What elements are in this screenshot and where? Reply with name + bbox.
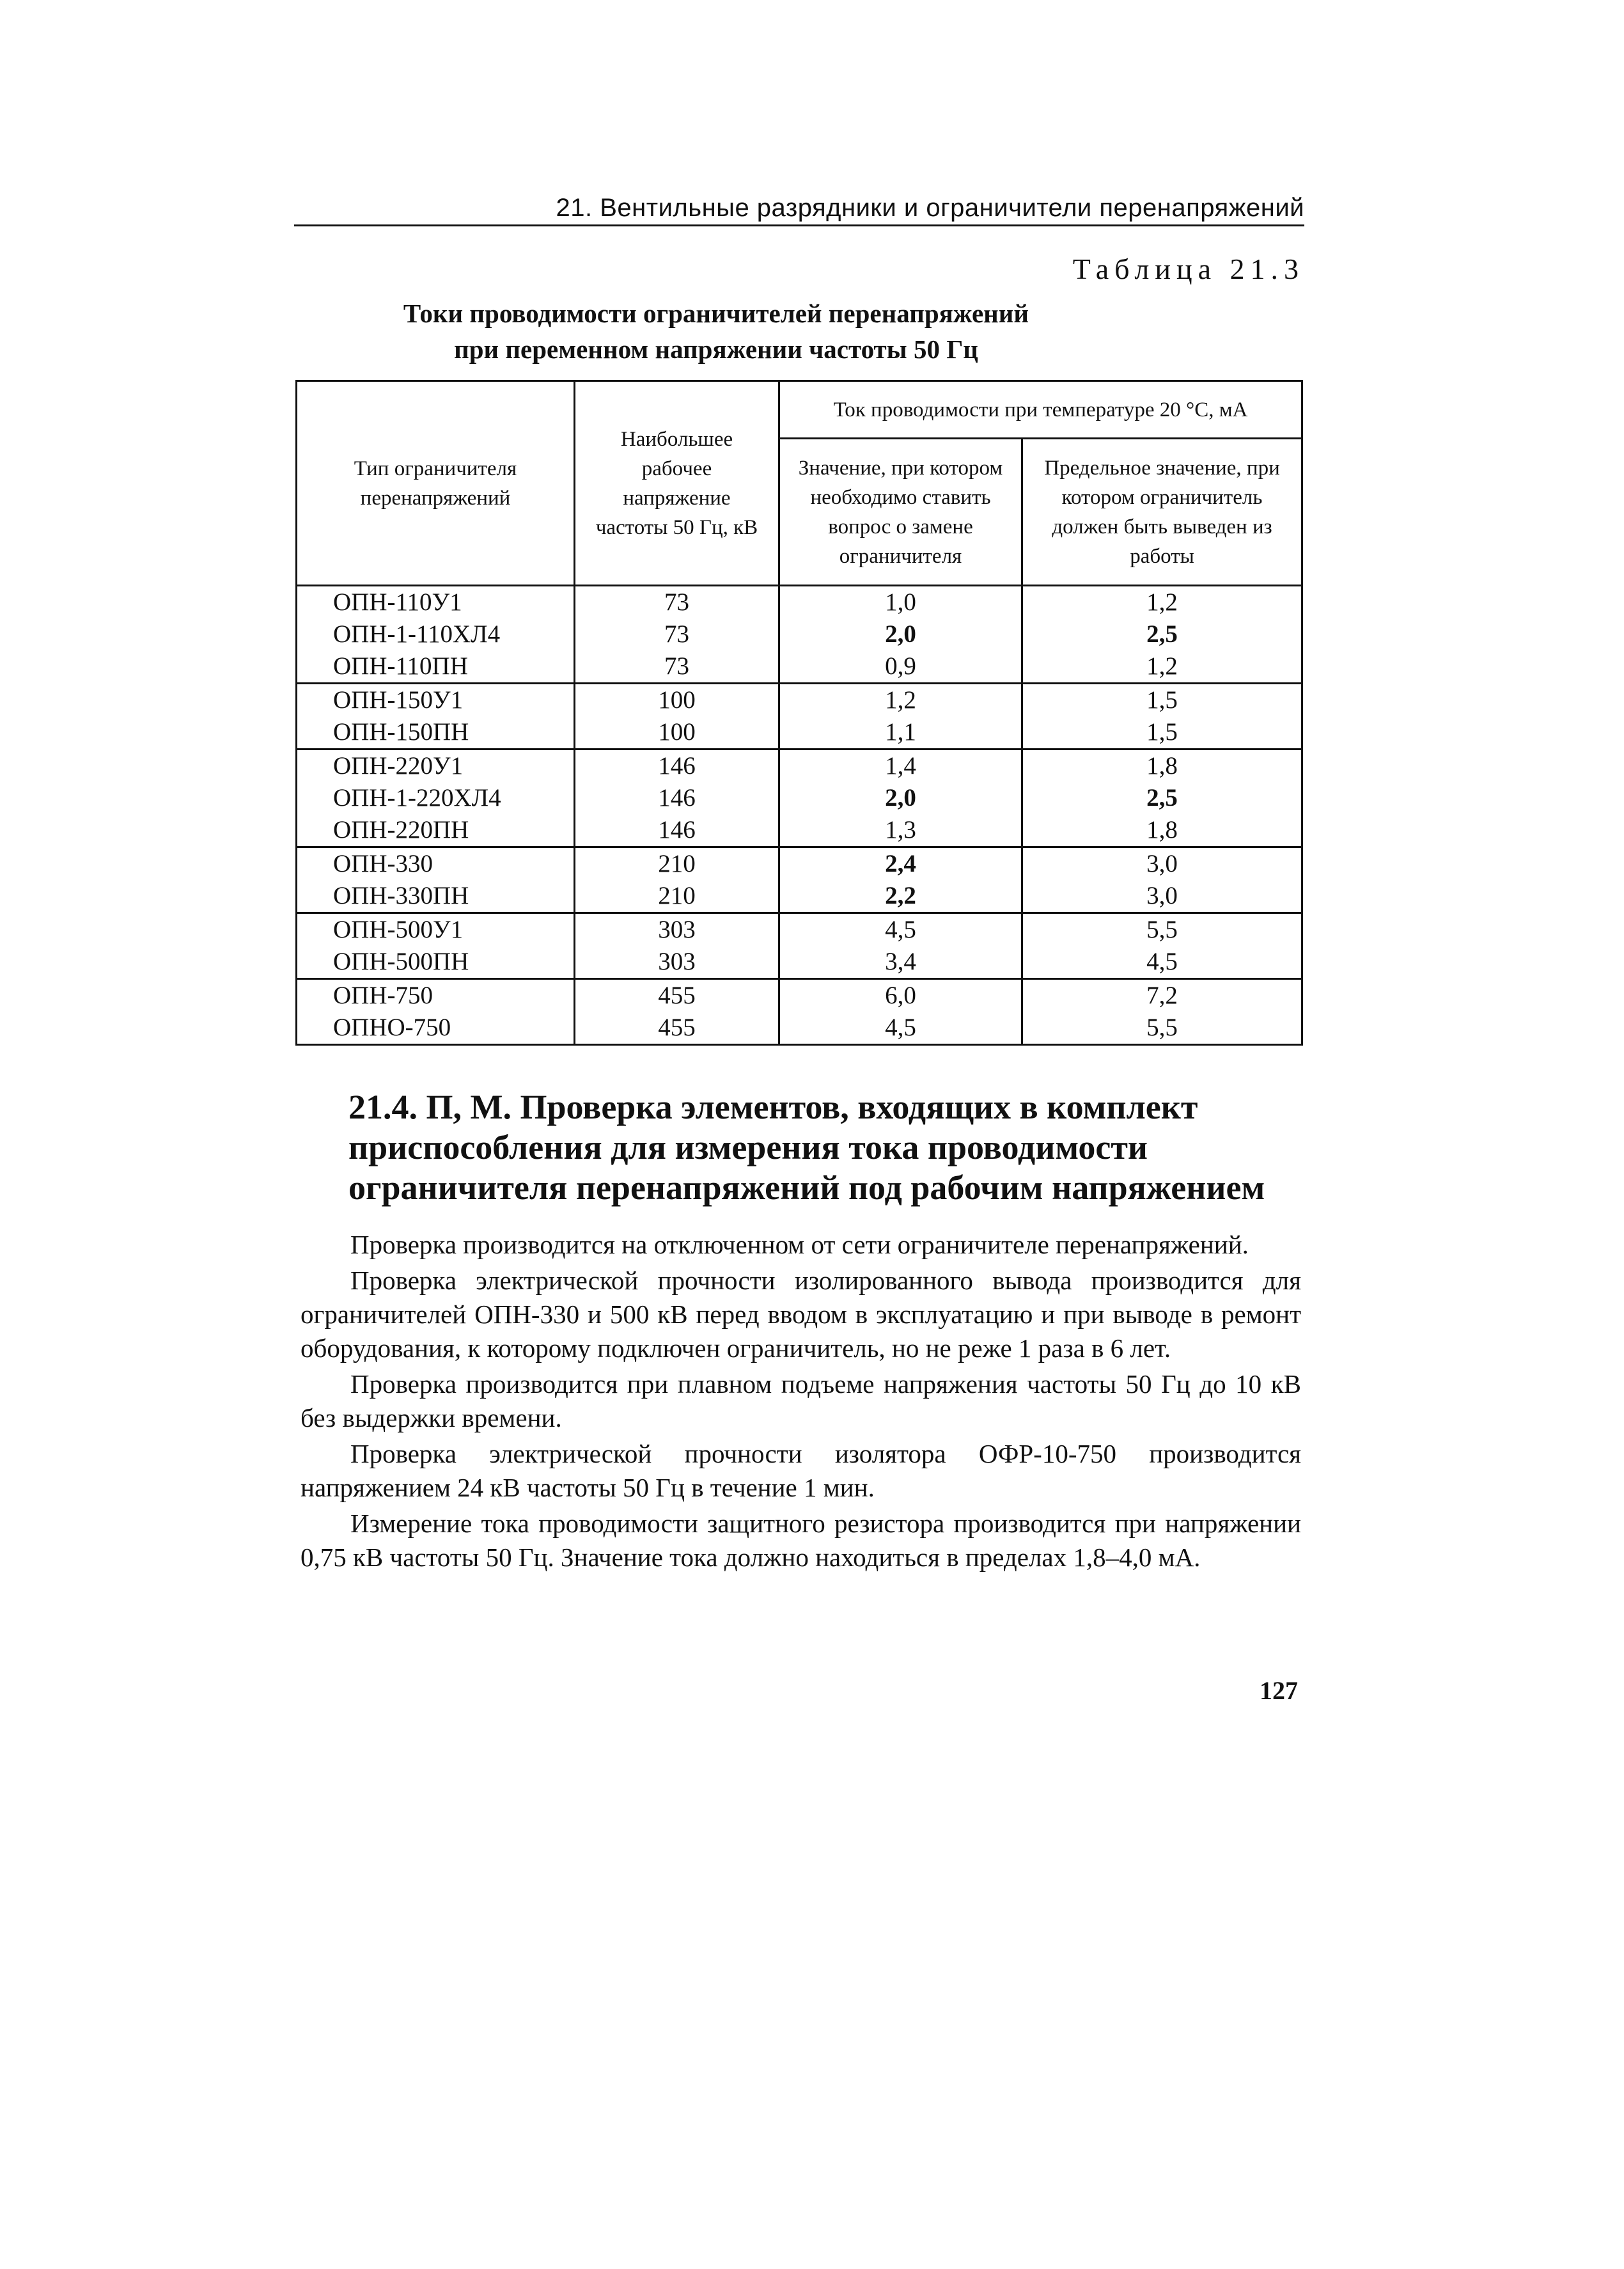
cell-line-voltage: 146 (658, 816, 696, 844)
cell-line-voltage: 303 (658, 916, 696, 943)
table-row-group (297, 586, 1302, 684)
table-caption (332, 295, 1100, 367)
cell-line-limit: 1,8 (1146, 752, 1178, 780)
cell-line-voltage: 73 (664, 588, 689, 616)
table-row-group (297, 847, 1302, 913)
cell-line-limit: 5,5 (1146, 1014, 1178, 1041)
conduction-current-table (295, 380, 1303, 1046)
cell-line-replace: 4,5 (885, 916, 916, 943)
cell-voltage (575, 586, 779, 684)
header-current-limit: Предельное значение, при котором ограничитель должен быть выведен из работы (1022, 439, 1302, 586)
cell-type (297, 847, 575, 913)
cell-limit (1022, 979, 1302, 1045)
cell-line-type: ОПН-220У1 (333, 752, 464, 780)
table-label: Таблица 21.3 (1072, 253, 1304, 285)
cell-line-limit: 4,5 (1146, 948, 1178, 975)
header-type: Тип ограничителя перенапряжений (297, 381, 575, 586)
cell-line-voltage: 100 (658, 718, 696, 746)
paragraph: Проверка производится при плавном подъеме напряжения частоты 50 Гц до 10 кВ без выдержки времени. (301, 1369, 1301, 1433)
cell-voltage (575, 847, 779, 913)
cell-replace (779, 979, 1022, 1045)
header-current-group: Ток проводимости при температуре 20 °С, мА (779, 381, 1302, 439)
paragraph: Проверка электрической прочности изолятора ОФР-10-750 производится напряжением 24 кВ частоты 50 Гц в течение 1 мин. (301, 1439, 1301, 1502)
cell-voltage (575, 750, 779, 847)
cell-line-limit: 1,2 (1146, 588, 1178, 616)
cell-line-voltage: 210 (658, 882, 696, 909)
cell-line-replace: 3,4 (885, 948, 916, 975)
cell-limit (1022, 847, 1302, 913)
cell-voltage (575, 979, 779, 1045)
cell-line-voltage: 210 (658, 850, 696, 877)
cell-replace (779, 913, 1022, 979)
cell-line-replace: 1,4 (885, 752, 916, 780)
running-head-rule (294, 224, 1304, 226)
table-row-group (297, 750, 1302, 847)
cell-limit (1022, 586, 1302, 684)
page-number: 127 (1260, 1676, 1298, 1705)
cell-replace (779, 586, 1022, 684)
cell-line-limit: 2,5 (1146, 620, 1178, 648)
cell-line-type: ОПН-500ПН (333, 948, 469, 975)
cell-line-replace: 2,4 (885, 850, 916, 877)
cell-line-replace: 1,1 (885, 718, 916, 746)
cell-line-limit: 3,0 (1146, 850, 1178, 877)
cell-line-replace: 2,0 (885, 784, 916, 812)
running-head: 21. Вентильные разрядники и ограничители перенапряжений (556, 194, 1304, 222)
paragraph: Измерение тока проводимости защитного резистора производится при напряжении 0,75 кВ частоты 50 Гц. Значение тока должно находиться в пределах 1,8–4,0 мА. (301, 1509, 1301, 1572)
header-voltage: Наибольшее рабочее напряжение частоты 50 Гц, кВ (575, 381, 779, 586)
cell-line-replace: 0,9 (885, 652, 916, 680)
cell-line-type: ОПН-110ПН (333, 652, 468, 680)
cell-line-type: ОПН-1-220ХЛ4 (333, 784, 501, 812)
paragraph: Проверка электрической прочности изолированного вывода производится для ограничителей ОПН-330 и 500 кВ перед вводом в эксплуатацию и при выводе в ремонт оборудования, к которому подключен ограничитель, но не реже 1 раза в 6 лет. (301, 1266, 1301, 1363)
cell-line-voltage: 455 (658, 1014, 696, 1041)
cell-line-replace: 4,5 (885, 1014, 916, 1041)
cell-limit (1022, 750, 1302, 847)
body-text (301, 1228, 1301, 1576)
table-body (297, 586, 1302, 1045)
cell-line-replace: 1,2 (885, 686, 916, 714)
cell-line-type: ОПН-330 (333, 850, 433, 877)
cell-line-limit: 7,2 (1146, 982, 1178, 1009)
cell-limit (1022, 913, 1302, 979)
table-caption-line: при переменном напряжении частоты 50 Гц (454, 334, 978, 364)
cell-line-voltage: 73 (664, 652, 689, 680)
cell-line-voltage: 303 (658, 948, 696, 975)
cell-type (297, 684, 575, 750)
cell-type (297, 586, 575, 684)
cell-replace (779, 750, 1022, 847)
cell-limit (1022, 684, 1302, 750)
cell-line-limit: 1,5 (1146, 686, 1178, 714)
cell-line-type: ОПН-150ПН (333, 718, 469, 746)
cell-replace (779, 847, 1022, 913)
section-heading (348, 1087, 1308, 1208)
cell-line-type: ОПН-500У1 (333, 916, 464, 943)
section-heading-line: 21.4. П, М. Проверка элементов, входящих в комплект (348, 1088, 1198, 1126)
cell-line-replace: 1,3 (885, 816, 916, 844)
table-row-group (297, 979, 1302, 1045)
cell-replace (779, 684, 1022, 750)
cell-line-voltage: 146 (658, 784, 696, 812)
cell-line-replace: 1,0 (885, 588, 916, 616)
cell-line-voltage: 455 (658, 982, 696, 1009)
cell-line-limit: 1,2 (1146, 652, 1178, 680)
table-row-group (297, 684, 1302, 750)
table-caption-line: Токи проводимости ограничителей перенапряжений (403, 299, 1029, 328)
cell-line-type: ОПН-150У1 (333, 686, 464, 714)
cell-type (297, 750, 575, 847)
cell-line-limit: 1,5 (1146, 718, 1178, 746)
cell-line-type: ОПН-1-110ХЛ4 (333, 620, 501, 648)
table-row-group (297, 913, 1302, 979)
cell-line-voltage: 73 (664, 620, 689, 648)
paragraph: Проверка производится на отключенном от сети ограничителе перенапряжений. (350, 1230, 1249, 1259)
cell-line-type: ОПНО-750 (333, 1014, 451, 1041)
section-heading-line: приспособления для измерения тока проводимости (348, 1128, 1148, 1166)
cell-line-voltage: 100 (658, 686, 696, 714)
cell-line-type: ОПН-330ПН (333, 882, 469, 909)
cell-line-voltage: 146 (658, 752, 696, 780)
cell-line-type: ОПН-110У1 (333, 588, 462, 616)
cell-line-replace: 6,0 (885, 982, 916, 1009)
cell-line-replace: 2,2 (885, 882, 916, 909)
cell-type (297, 913, 575, 979)
cell-voltage (575, 684, 779, 750)
cell-line-limit: 2,5 (1146, 784, 1178, 812)
header-current-replace: Значение, при котором необходимо ставить вопрос о замене ограничителя (779, 439, 1022, 586)
cell-line-replace: 2,0 (885, 620, 916, 648)
cell-line-limit: 3,0 (1146, 882, 1178, 909)
section-heading-line: ограничителя перенапряжений под рабочим напряжением (348, 1168, 1265, 1207)
cell-line-type: ОПН-220ПН (333, 816, 469, 844)
cell-line-type: ОПН-750 (333, 982, 433, 1009)
cell-line-limit: 5,5 (1146, 916, 1178, 943)
cell-voltage (575, 913, 779, 979)
cell-line-limit: 1,8 (1146, 816, 1178, 844)
cell-type (297, 979, 575, 1045)
